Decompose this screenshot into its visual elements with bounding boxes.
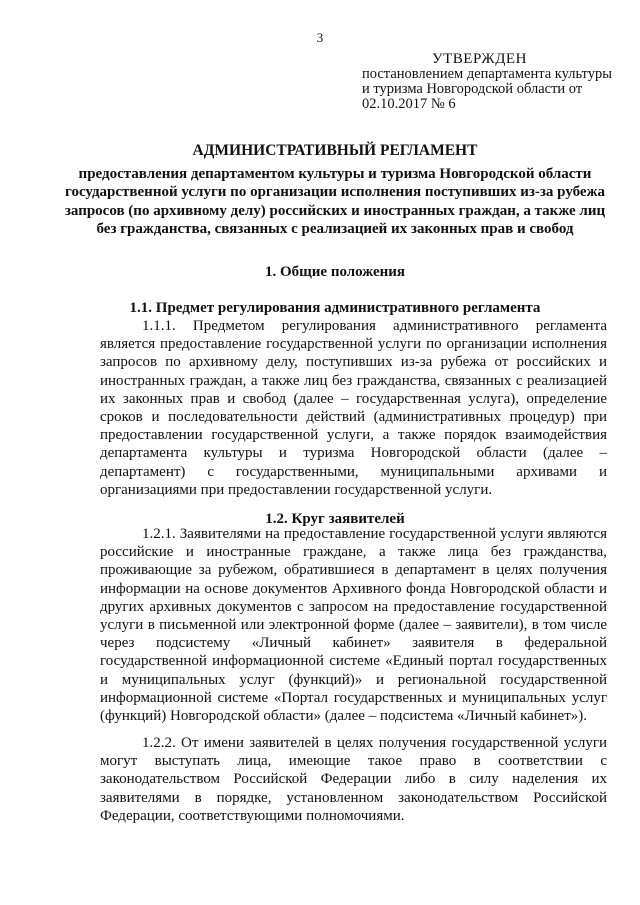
- paragraph-1-2-1: 1.2.1. Заявителями на предоставление государственной услуги являются российские и иностранные граждане, а также лица без гражданства, проживающие за рубежом, обратившиеся в департамент в целях получения информации на основе документов Архивного фонда Новгородской области и других архивных документов с запросом на предоставление государственной услуги в письменной или электронной форме (далее – заявители), в том числе через подсистему «Личный кабинет» заявителя в федеральной государственной информационной системе «Единый портал государственных и муниципальных услуг (функций)» и региональной государственной информационной системе «Портал государственных и муниципальных услуг (функций) Новгородской области» (далее – подсистема «Личный кабинет»).: [100, 526, 607, 725]
- page-number: 3: [316, 30, 324, 45]
- section-heading-applicants: 1.2. Круг заявителей: [265, 511, 405, 527]
- approval-text: постановлением департамента культуры и туризма Новгородской области от 02.10.2017 № 6: [362, 66, 612, 112]
- section-heading-subject: 1.1. Предмет регулирования административного регламента: [129, 300, 541, 316]
- section-heading-general: 1. Общие положения: [264, 264, 406, 280]
- document-title: [60, 142, 610, 239]
- approval-heading: УТВЕРЖДЕН: [432, 51, 527, 67]
- paragraph-1-1-1: 1.1.1. Предметом регулирования административного регламента является предоставление государственной услуги по организации исполнения запросов по архивному делу, поступивших из-за рубежа от российских и иностранных граждан, а также лиц без гражданства, связанных с реализацией их законных прав и свобод (далее – государственная услуга), определение сроков и последовательности действий (административных процедур) при предоставлении государственной услуги, а также порядок взаимодействия департамента культуры и туризма Новгородской области (далее – департамент) с государственными, муниципальными архивами и организациями при предоставлении государственной услуги.: [100, 318, 607, 498]
- title-subtitle: предоставления департаментом культуры и туризма Новгородской области государственной услуги по организации исполнения поступивших из-за рубежа запросов (по архивному делу) российских и иностранных граждан, а также лиц без гражданства, связанных с реализацией их законных прав и свобод: [64, 165, 606, 238]
- paragraph-1-2-2: 1.2.2. От имени заявителей в целях получения государственной услуги могут выступать лица, имеющие такое право в соответствии с законодательством Российской Федерации либо в силу наделения их заявителями в порядке, установленном законодательством Российской Федерации, соответствующими полномочиями.: [100, 735, 607, 824]
- title-main: АДМИНИСТРАТИВНЫЙ РЕГЛАМЕНТ: [192, 142, 478, 159]
- approval-stamp: [362, 52, 622, 112]
